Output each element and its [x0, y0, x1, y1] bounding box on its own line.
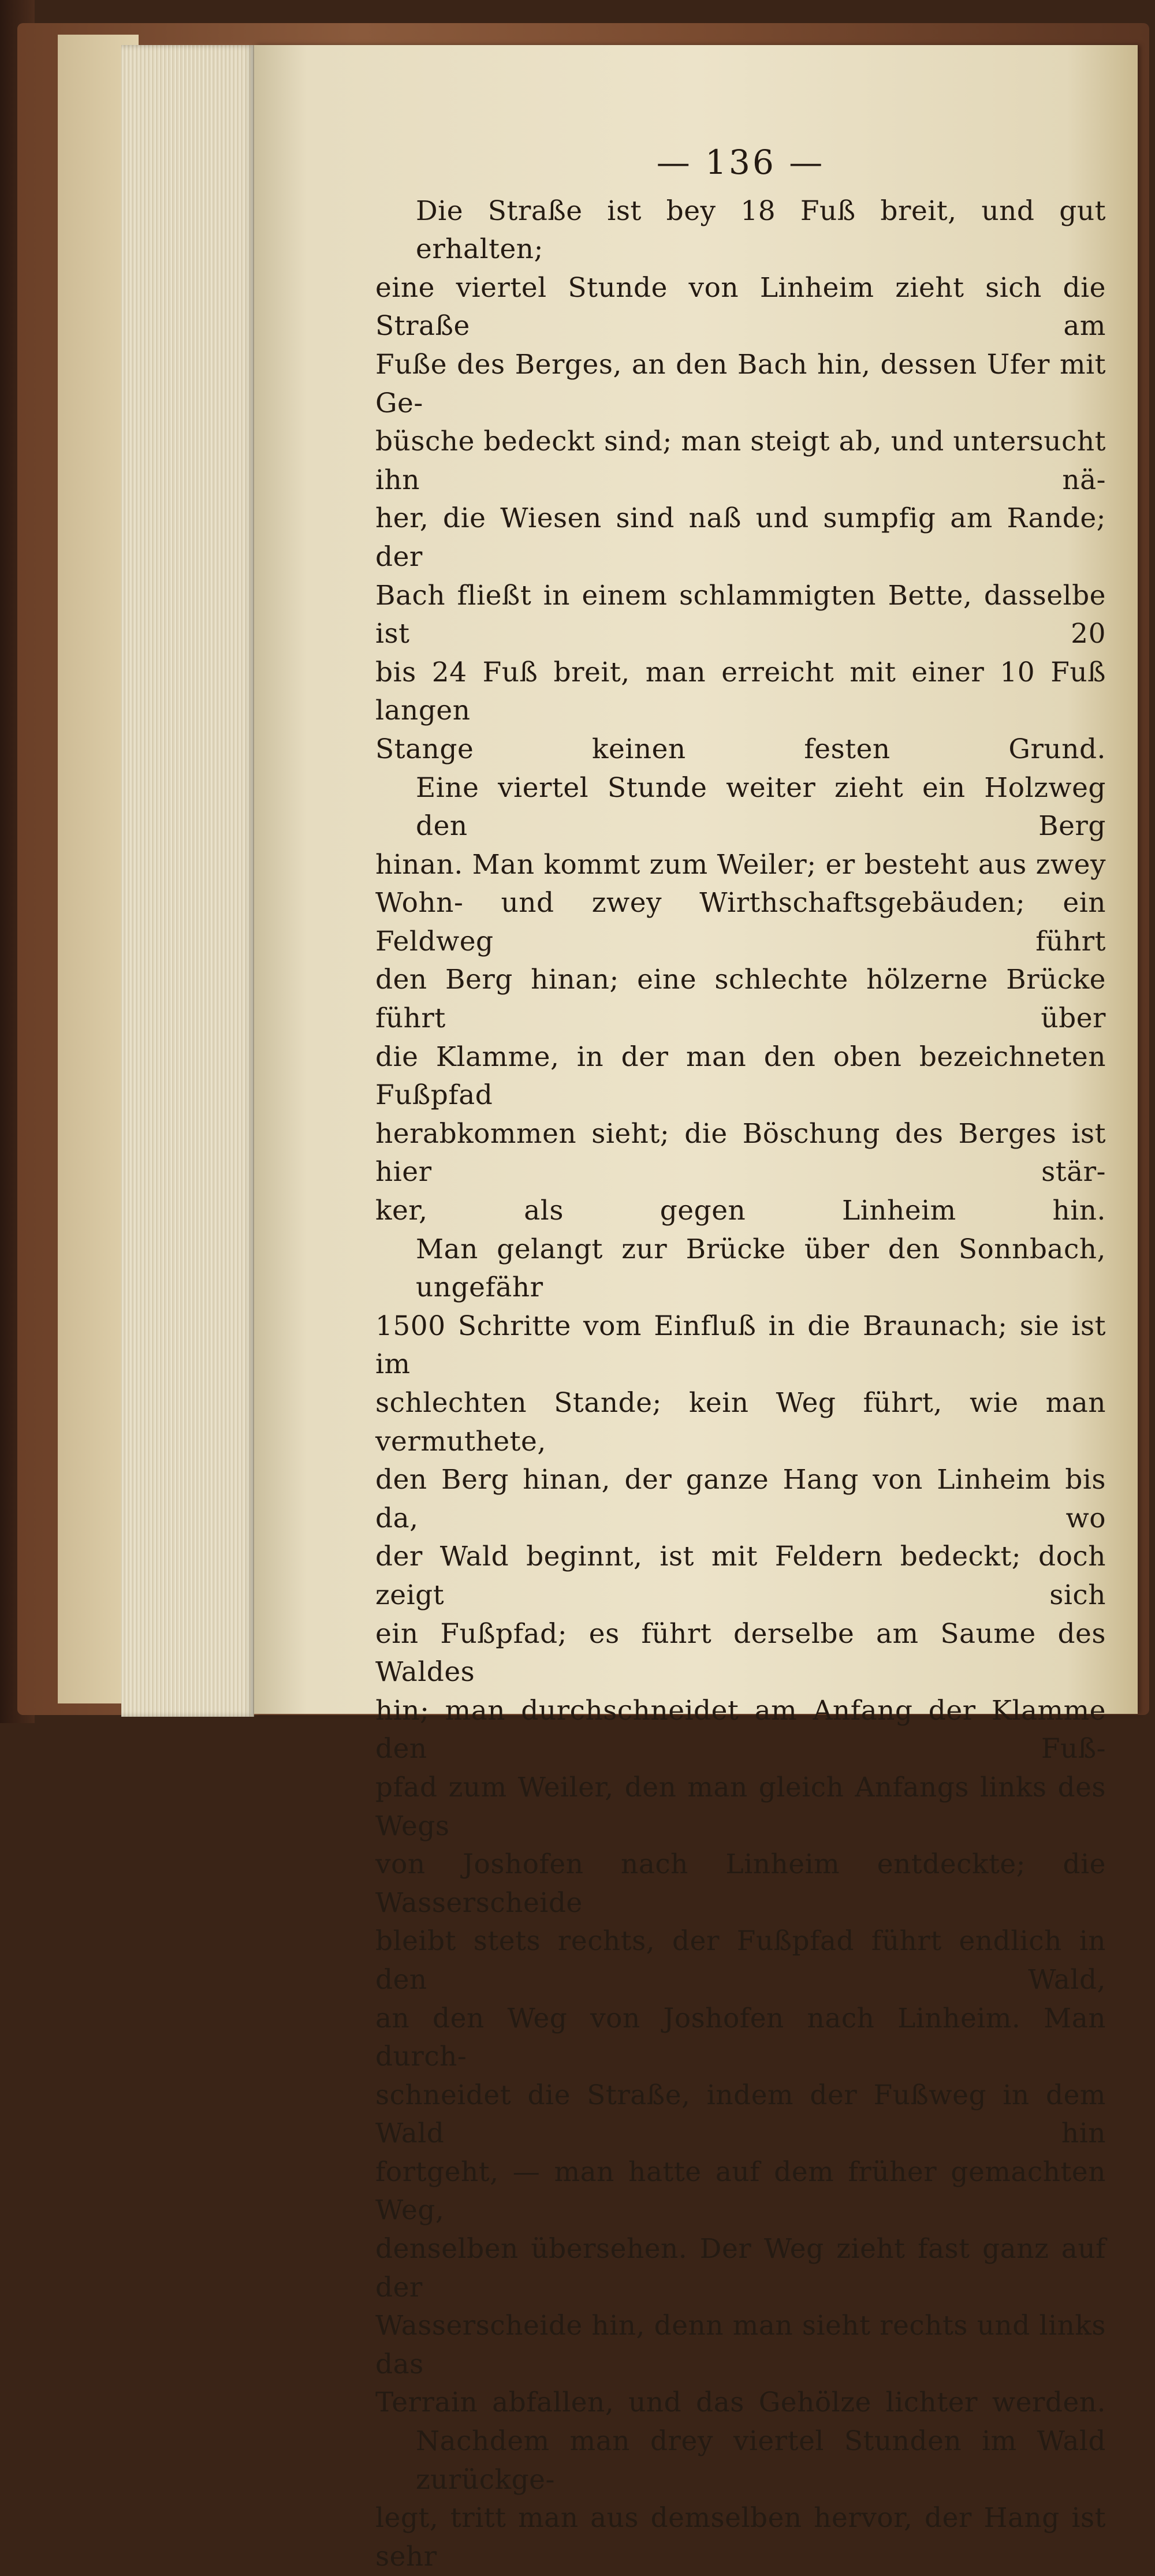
- paragraph-4: [375, 2422, 1106, 2576]
- text-line: ein Fußpfad; es führt derselbe am Saume des Waldes: [375, 1617, 1106, 1688]
- text-line: her, die Wiesen sind naß und sumpfig am Rande; der: [375, 502, 1106, 573]
- text-line: herabkommen sieht; die Böschung des Berges ist hier stär-: [375, 1117, 1106, 1188]
- page-text: [375, 143, 1106, 2576]
- paragraph-1: [375, 192, 1106, 769]
- text-line: Nachdem man drey viertel Stunden im Wald zurückge-: [416, 2425, 1106, 2496]
- text-line: Fuße des Berges, an den Bach hin, dessen Ufer mit Ge-: [375, 348, 1106, 419]
- paragraph-2: [375, 769, 1106, 1231]
- text-line: eine viertel Stunde von Linheim zieht sich die Straße am: [375, 271, 1106, 342]
- text-line: von Joshofen nach Linheim entdeckte; die Wasserscheide: [375, 1848, 1106, 1919]
- text-line: Stange keinen festen Grund.: [375, 733, 1106, 765]
- text-line: Die Straße ist bey 18 Fuß breit, und gut erhalten;: [416, 195, 1106, 266]
- text-line: pfad zum Weiler, den man gleich Anfangs links des Wegs: [375, 1771, 1106, 1842]
- text-line: Bach fließt in einem schlammigten Bette, dasselbe ist 20: [375, 579, 1106, 650]
- page-number: — 136 —: [656, 143, 825, 182]
- book-page: [254, 45, 1138, 2573]
- text-line: Eine viertel Stunde weiter zieht ein Holzweg den Berg: [416, 771, 1106, 842]
- text-line: Wasserscheide hin, denn man sieht rechts und links das: [375, 2310, 1106, 2380]
- text-line: 1500 Schritte vom Einfluß in die Braunach; sie ist im: [375, 1310, 1106, 1381]
- paragraph-3: [375, 1231, 1106, 2422]
- text-line: die Klamme, in der man den oben bezeichneten Fußpfad: [375, 1041, 1106, 1112]
- text-line: Terrain abfallen, und das Gehölze lichter werden.: [375, 2387, 1106, 2419]
- text-line: hinan. Man kommt zum Weiler; er besteht aus zwey: [375, 848, 1106, 881]
- text-line: legt, tritt man aus demselben hervor, der Hang ist sehr: [375, 2502, 1106, 2573]
- text-line: schneidet die Straße, indem der Fußweg in dem Wald hin: [375, 2079, 1106, 2150]
- text-line: ker, als gegen Linheim hin.: [375, 1195, 1106, 1227]
- text-line: fortgeht, — man hatte auf dem früher gemachten Weg,: [375, 2156, 1106, 2227]
- text-line: denselben übersehen. Der Weg zieht fast ganz auf der: [375, 2233, 1106, 2303]
- text-line: bis 24 Fuß breit, man erreicht mit einer 10 Fuß langen: [375, 656, 1106, 727]
- text-line: büsche bedeckt sind; man steigt ab, und untersucht ihn nä-: [375, 426, 1106, 496]
- text-line: schlechten Stande; kein Weg führt, wie man vermuthete,: [375, 1387, 1106, 1457]
- text-line: bleibt stets rechts, der Fußpfad führt endlich in den Wald,: [375, 1925, 1106, 1996]
- text-line: Wohn- und zwey Wirthschaftsgebäuden; ein Feldweg führt: [375, 887, 1106, 957]
- text-line: an den Weg von Joshofen nach Linheim. Man durch-: [375, 2002, 1106, 2073]
- text-line: den Berg hinan, der ganze Hang von Linheim bis da, wo: [375, 1464, 1106, 1534]
- text-line: der Wald beginnt, ist mit Feldern bedeckt; doch zeigt sich: [375, 1541, 1106, 1611]
- text-line: Man gelangt zur Brücke über den Sonnbach, ungefähr: [416, 1233, 1106, 1304]
- text-line: den Berg hinan; eine schlechte hölzerne Brücke führt über: [375, 964, 1106, 1035]
- text-line: hin; man durchschneidet am Anfang der Klamme den Fuß-: [375, 1694, 1106, 1765]
- page-stack-edge: [121, 45, 254, 1717]
